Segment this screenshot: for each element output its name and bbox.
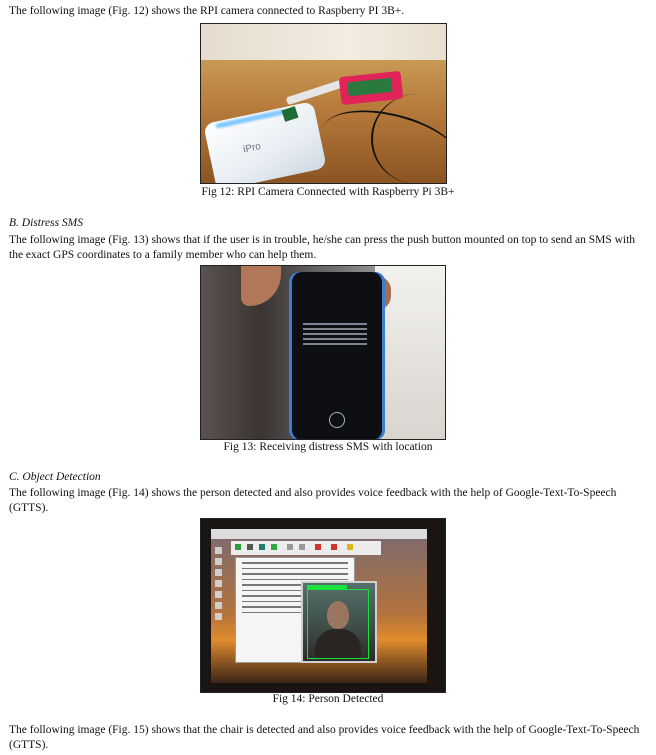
monitor-screen <box>211 529 427 683</box>
pi-board <box>347 78 392 97</box>
caption-fig13: Fig 13: Receiving distress SMS with location <box>223 441 433 453</box>
intro-fig15: The following image (Fig. 15) shows that the chair is detected and also provides voice feedback with the help of Google-Text-To-Speech (GTTS). <box>9 724 640 751</box>
ide-toolbar <box>231 541 381 555</box>
power-bank <box>203 101 327 184</box>
fig12-photo <box>200 23 447 184</box>
power-bank-label: iPro <box>242 141 262 156</box>
fig13-photo <box>200 265 446 440</box>
section-heading-c: C. Object Detection <box>9 471 101 483</box>
camera-feed-window <box>301 581 377 663</box>
intro-fig12: The following image (Fig. 12) shows the RPI camera connected to Raspberry PI 3B+. <box>9 5 405 17</box>
caption-fig12: Fig 12: RPI Camera Connected with Raspberry Pi 3B+ <box>201 186 455 198</box>
sms-notification <box>303 320 367 348</box>
led-light <box>215 109 285 128</box>
fingerprint-icon <box>329 412 345 428</box>
phone <box>289 272 385 440</box>
caption-fig14: Fig 14: Person Detected <box>272 693 384 705</box>
hand <box>241 266 281 306</box>
fig14-photo <box>200 518 446 693</box>
wall-background <box>201 24 446 60</box>
intro-fig13: The following image (Fig. 13) shows that if the user is in trouble, he/she can press the push button mounted on top to send an SMS with the exact GPS coordinates to a family member who can help them. <box>9 234 636 261</box>
intro-fig14: The following image (Fig. 14) shows the person detected and also provides voice feedback with the help of Google-Text-To-Speech (GTTS). <box>9 487 617 514</box>
detection-label <box>307 585 347 590</box>
detection-box <box>307 589 369 659</box>
taskbar <box>211 529 427 539</box>
desktop-icons <box>215 543 225 633</box>
section-heading-b: B. Distress SMS <box>9 217 84 229</box>
